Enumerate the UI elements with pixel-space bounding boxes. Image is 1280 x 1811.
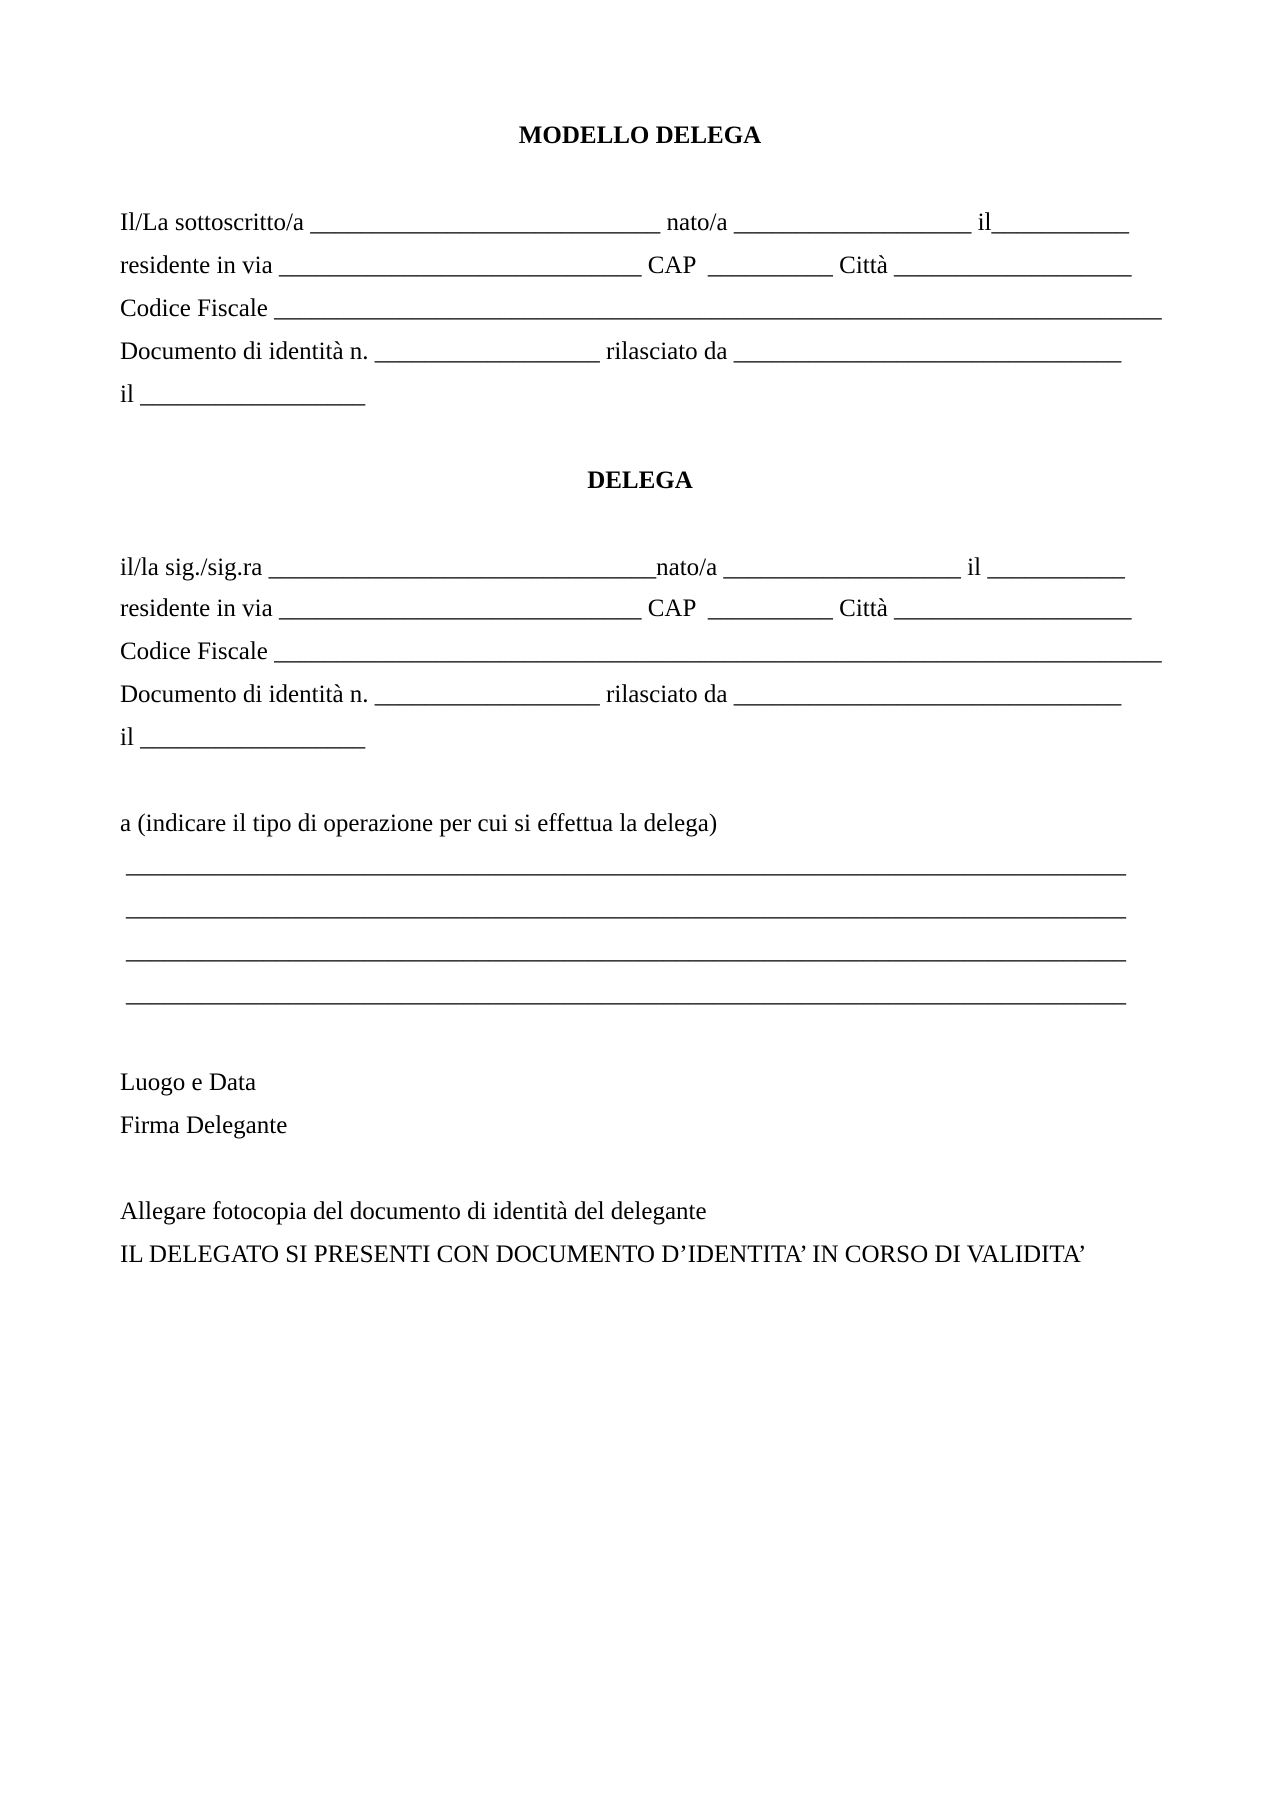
delegato-line-5: il __________________ [120, 724, 366, 751]
delegato-line-1: il/la sig./sig.ra _______________________________nato/a ___________________ il ___________ [120, 554, 1125, 581]
delegante-line-3: Codice Fiscale _______________________________________________________________________ [120, 295, 1162, 322]
operation-blank-line-1: ________________________________________________________________________________ [126, 851, 1126, 878]
delegato-line-3: Codice Fiscale _______________________________________________________________________ [120, 638, 1162, 665]
place-date-label: Luogo e Data [120, 1069, 257, 1096]
delegante-line-1: Il/La sottoscritto/a ____________________________ nato/a ___________________ il___________ [120, 209, 1129, 236]
operation-blank-line-2: ________________________________________________________________________________ [126, 894, 1126, 921]
delegante-line-4: Documento di identità n. __________________ rilasciato da _______________________________ [120, 338, 1122, 365]
document-title: MODELLO DELEGA [518, 122, 762, 149]
delegante-line-2: residente in via _____________________________ CAP __________ Città ___________________ [120, 252, 1132, 279]
attachment-note: Allegare fotocopia del documento di identità del delegante [120, 1198, 707, 1225]
operation-blank-line-3: ________________________________________________________________________________ [126, 937, 1126, 964]
signature-label: Firma Delegante [120, 1112, 288, 1139]
delegate-id-note: IL DELEGATO SI PRESENTI CON DOCUMENTO D’IDENTITA’ IN CORSO DI VALIDITA’ [120, 1241, 1087, 1268]
delegato-line-2: residente in via _____________________________ CAP __________ Città ___________________ [120, 595, 1132, 622]
delegato-line-4: Documento di identità n. __________________ rilasciato da _______________________________ [120, 681, 1122, 708]
delegante-line-5: il __________________ [120, 381, 366, 408]
section-title-delega: DELEGA [587, 467, 693, 494]
operation-prompt: a (indicare il tipo di operazione per cui si effettua la delega) [120, 810, 718, 837]
operation-blank-line-4: ________________________________________________________________________________ [126, 980, 1126, 1007]
